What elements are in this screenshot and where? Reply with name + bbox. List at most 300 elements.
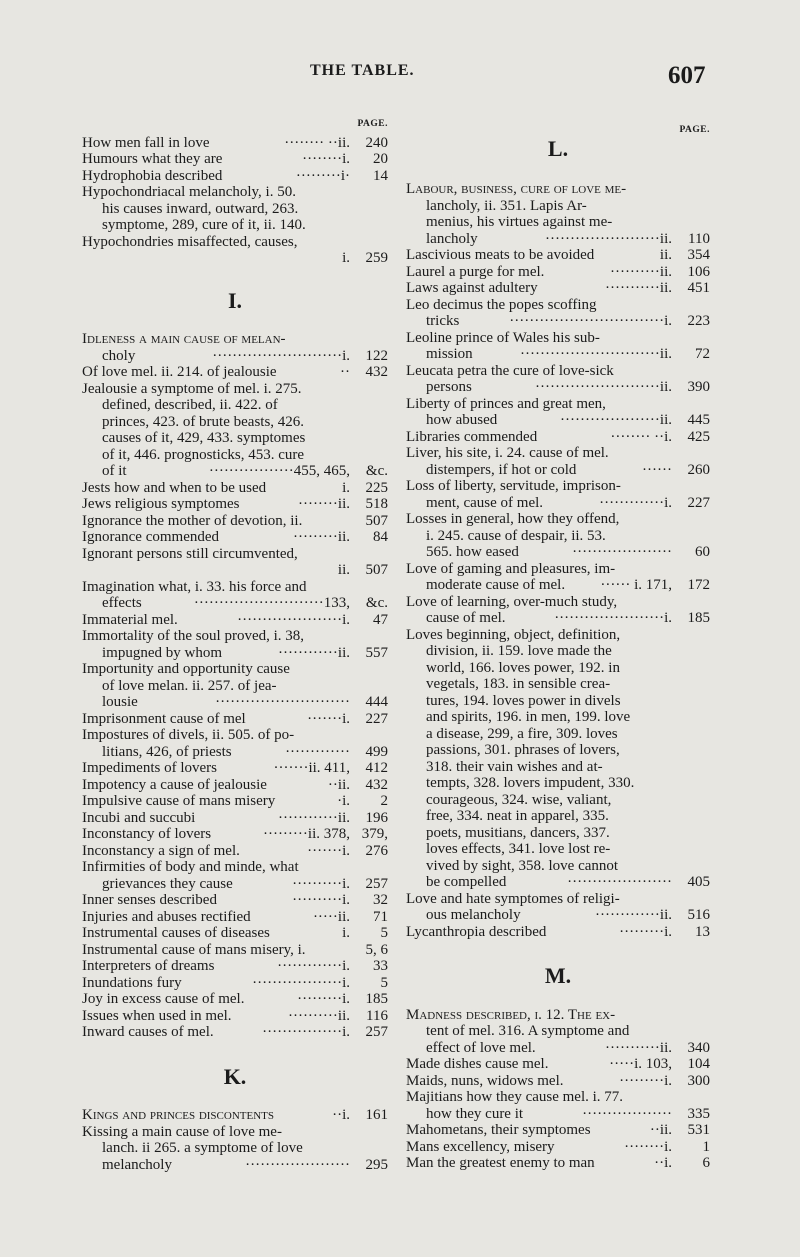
page-reference: 47 xyxy=(373,611,388,628)
index-entry xyxy=(406,1139,710,1156)
volume-reference: ··ii. xyxy=(649,1122,672,1138)
index-entry xyxy=(82,1124,388,1174)
entry-line xyxy=(406,1040,710,1057)
entry-text: Hydrophobia described xyxy=(82,167,223,184)
volume-reference: ·······················ii. xyxy=(545,230,672,247)
volume-reference: ·········i. xyxy=(297,991,350,1007)
page-reference: 84 xyxy=(373,529,388,545)
leader-space xyxy=(506,610,555,627)
leader-space xyxy=(459,313,509,330)
volume-reference: ·················· xyxy=(582,1105,672,1122)
volume-reference: i. xyxy=(342,479,350,496)
entry-line xyxy=(406,858,710,875)
entry-text: Man the greatest enemy to man xyxy=(406,1155,595,1171)
entry-text: Laurel a purge for mel. xyxy=(406,263,545,280)
entry-text: and spirits, 196. in men, 199. love xyxy=(426,709,631,725)
entry-line xyxy=(406,511,710,528)
entry-line xyxy=(406,594,710,611)
entry-text: litians, 426, of priests xyxy=(102,743,232,760)
entry-line xyxy=(82,579,388,596)
volume-reference: ·················455, 465, xyxy=(208,463,350,479)
page-reference: 185 xyxy=(365,991,388,1007)
index-entry xyxy=(82,843,388,860)
entry-text: Love of gaming and pleasures, im- xyxy=(406,560,616,577)
index-entry xyxy=(82,628,388,661)
page-reference: 432 xyxy=(365,364,388,380)
entry-text: Kissing a main cause of love me- xyxy=(82,1123,282,1140)
index-entry xyxy=(82,859,388,892)
entry-line xyxy=(406,379,710,396)
entry-text: division, ii. 159. love made the xyxy=(426,643,612,659)
leader-space xyxy=(538,280,605,297)
entry-line xyxy=(82,480,388,497)
leader-space xyxy=(102,250,342,267)
entry-text: Instrumental causes of diseases xyxy=(82,925,270,941)
index-entry xyxy=(82,331,388,364)
index-entry xyxy=(82,909,388,926)
page-reference: 335 xyxy=(687,1105,710,1122)
entry-text: free, 334. neat in apparel, 335. xyxy=(426,808,609,824)
page-reference: 295 xyxy=(365,1156,388,1173)
entry-line xyxy=(406,313,710,330)
entry-line xyxy=(82,958,388,975)
entry-line xyxy=(82,1140,388,1157)
entry-text: melancholy xyxy=(102,1156,172,1173)
page-reference: 5 xyxy=(380,974,388,991)
volume-reference: ···········ii. xyxy=(604,1039,672,1056)
entry-line xyxy=(82,793,388,810)
right-column xyxy=(406,122,710,1172)
entry-text: 318. their vain wishes and at- xyxy=(426,758,603,775)
entry-text: Of love mel. ii. 214. of jealousie xyxy=(82,364,277,380)
entry-line xyxy=(82,925,388,942)
volume-reference: ·· xyxy=(340,364,350,380)
entry-line xyxy=(406,198,710,215)
entry-text: cause of mel. xyxy=(426,610,506,626)
leader-space xyxy=(555,1139,625,1156)
volume-reference: ··i. xyxy=(332,1107,350,1123)
entry-line xyxy=(406,396,710,413)
page-reference: 6 xyxy=(702,1155,710,1171)
index-entry xyxy=(82,942,388,959)
page-reference: 122 xyxy=(365,347,388,364)
volume-reference: ·········ii. 378, xyxy=(262,826,350,842)
page-reference: 161 xyxy=(365,1107,388,1123)
entry-line xyxy=(82,628,388,645)
leader-space xyxy=(219,529,293,546)
leader-space xyxy=(478,231,545,248)
entry-text: how abused xyxy=(426,412,498,428)
page-column-label: PAGE. xyxy=(357,119,388,129)
leader-space xyxy=(232,744,285,761)
leader-space xyxy=(546,924,619,941)
entry-text: Immortality of the soul proved, i. 38, xyxy=(82,628,305,644)
entry-text: tent of mel. 316. A symptome and xyxy=(426,1023,630,1039)
entry-line xyxy=(82,546,388,563)
index-entry xyxy=(82,727,388,760)
entry-text: choly xyxy=(102,347,136,364)
volume-reference: ··ii. xyxy=(327,776,350,793)
entry-text: symptome, 289, cure of it, ii. 140. xyxy=(102,217,306,233)
entry-line xyxy=(406,891,710,908)
index-entry xyxy=(82,777,388,794)
entry-line xyxy=(82,562,388,579)
entry-line xyxy=(406,231,710,248)
page-reference: 1 xyxy=(702,1138,710,1155)
volume-reference: ·······i. xyxy=(307,842,350,859)
entry-text: passions, 301. phrases of lovers, xyxy=(426,742,620,758)
entry-line xyxy=(82,397,388,414)
entry-line xyxy=(406,1122,710,1139)
entry-line xyxy=(82,135,388,152)
entry-line xyxy=(82,1024,388,1041)
entry-text: world, 166. loves power, 192. in xyxy=(426,659,620,676)
entry-text: his causes inward, outward, 263. xyxy=(102,200,299,217)
entry-text: of it, 446. prognosticks, 453. cure xyxy=(102,446,305,463)
section-letter: K. xyxy=(223,1063,247,1089)
entry-line xyxy=(82,826,388,843)
volume-reference: i. xyxy=(342,925,350,941)
entry-text: Hypochondries misaffected, causes, xyxy=(82,233,298,250)
entry-line xyxy=(406,907,710,924)
entry-line xyxy=(406,363,710,380)
index-entry xyxy=(82,1107,388,1124)
leader-space xyxy=(274,1107,332,1124)
entry-text: Joy in excess cause of mel. xyxy=(82,991,245,1007)
entry-text: Ignorance the mother of devotion, ii. xyxy=(82,512,303,529)
entry-line xyxy=(82,661,388,678)
entry-text: Leoline prince of Wales his sub- xyxy=(406,329,600,346)
volume-reference: ·······ii. 411, xyxy=(273,760,350,776)
page-reference: 2 xyxy=(380,793,388,809)
left-column xyxy=(82,116,388,1173)
entry-line xyxy=(82,892,388,909)
entry-line xyxy=(82,1124,388,1141)
entry-line xyxy=(406,1139,710,1156)
index-entry xyxy=(82,711,388,728)
volume-reference: ··················i. xyxy=(252,974,350,991)
volume-reference: ······················i. xyxy=(554,610,672,626)
entry-text: Humours what they are xyxy=(82,151,223,167)
page-reference: 33 xyxy=(373,958,388,974)
leader-space xyxy=(222,168,295,185)
leader-space xyxy=(195,810,278,827)
page-reference: 172 xyxy=(687,577,710,593)
page-reference: 13 xyxy=(695,923,710,940)
volume-reference: ·············ii. xyxy=(594,907,672,923)
entry-line xyxy=(82,694,388,711)
entry-text: Inward causes of mel. xyxy=(82,1024,214,1040)
entry-text: loves effects, 341. love lost re- xyxy=(426,841,611,857)
page-reference: 240 xyxy=(365,134,388,151)
leader-space xyxy=(270,925,342,942)
index-entry xyxy=(406,429,710,446)
leader-space xyxy=(182,975,253,992)
leader-space xyxy=(233,876,292,893)
entry-line xyxy=(406,429,710,446)
leader-space xyxy=(222,645,278,662)
volume-reference: ··························i. xyxy=(212,347,350,364)
volume-reference: ········ ··i. xyxy=(610,428,672,445)
leader-space xyxy=(178,612,237,629)
volume-reference: ··························· xyxy=(215,694,350,710)
entry-line xyxy=(406,792,710,809)
entry-text: vived by sight, 358. love cannot xyxy=(426,857,619,874)
entry-line xyxy=(82,843,388,860)
entry-line xyxy=(406,577,710,594)
entry-text: lancholy xyxy=(426,230,478,247)
index-entry xyxy=(82,151,388,168)
entry-line xyxy=(82,217,388,234)
entry-text: poets, musitians, dancers, 337. xyxy=(426,824,610,841)
entry-line xyxy=(406,709,710,726)
entry-text: Hypochondriacal melancholy, i. 50. xyxy=(82,184,296,200)
entry-text: How men fall in love xyxy=(82,134,210,151)
entry-line xyxy=(406,1007,710,1024)
leader-space xyxy=(222,151,302,168)
page-reference: 185 xyxy=(687,610,710,626)
index-entry xyxy=(406,1155,710,1172)
page-reference: 379, xyxy=(361,826,388,842)
leader-space xyxy=(536,1040,605,1057)
entry-line xyxy=(82,381,388,398)
leader-space xyxy=(240,843,307,860)
entry-line xyxy=(82,496,388,513)
entry-text: Leucata petra the cure of love-sick xyxy=(406,362,614,379)
entry-text: i. 245. cause of despair, ii. 53. xyxy=(426,527,606,544)
entry-text: of love melan. ii. 257. of jea- xyxy=(102,677,277,694)
index-entry xyxy=(82,925,388,942)
section-letter: I. xyxy=(227,287,243,313)
volume-reference: ··i. xyxy=(654,1155,672,1171)
entry-line xyxy=(406,643,710,660)
entry-text: Loves beginning, object, definition, xyxy=(406,626,621,643)
entry-line xyxy=(406,693,710,710)
index-entry xyxy=(406,594,710,627)
entry-line xyxy=(406,1106,710,1123)
entry-line xyxy=(82,151,388,168)
index-entry xyxy=(82,234,388,267)
entry-line xyxy=(406,561,710,578)
entry-text: Jests how and when to be used xyxy=(82,479,267,496)
entry-text: Love of learning, over-much study, xyxy=(406,593,618,610)
entry-line xyxy=(406,1073,710,1090)
index-entry xyxy=(82,991,388,1008)
page-number: 607 xyxy=(668,62,706,89)
entry-line xyxy=(406,280,710,297)
leader-space xyxy=(240,496,298,513)
leader-space xyxy=(217,760,274,777)
entry-line xyxy=(406,676,710,693)
entry-text: tricks xyxy=(426,313,460,329)
volume-reference: ii. xyxy=(659,247,672,263)
entry-line xyxy=(406,445,710,462)
entry-text: Instrumental cause of mans misery, i. xyxy=(82,941,306,958)
volume-reference: ·······i. xyxy=(307,710,350,727)
entry-text: Losses in general, how they offend, xyxy=(406,511,620,527)
leader-space xyxy=(246,711,307,728)
entry-line xyxy=(82,1008,388,1025)
page-reference: 223 xyxy=(687,313,710,329)
entry-text: Love and hate symptomes of religi- xyxy=(406,890,620,907)
entry-line xyxy=(82,447,388,464)
leader-space xyxy=(214,1024,263,1041)
index-entry xyxy=(82,810,388,827)
entry-text: Ignorant persons still circumvented, xyxy=(82,545,298,562)
entry-line xyxy=(82,1157,388,1174)
volume-reference: ·························ii. xyxy=(535,379,672,395)
page-reference: 390 xyxy=(687,379,710,395)
page-column-label: PAGE. xyxy=(679,125,710,135)
page-reference: 451 xyxy=(687,280,710,296)
entry-text: effect of love mel. xyxy=(426,1039,536,1056)
leader-space xyxy=(544,264,610,281)
entry-text: tures, 194. loves power in divels xyxy=(426,692,621,709)
entry-text: tempts, 328. lovers impudent, 330. xyxy=(426,775,635,791)
page-reference: &c. xyxy=(365,463,388,479)
page-reference: 71 xyxy=(373,908,388,925)
volume-reference: ················i. xyxy=(262,1024,350,1040)
entry-line xyxy=(406,297,710,314)
entry-text: menius, his virtues against me- xyxy=(426,214,613,230)
entry-line xyxy=(82,529,388,546)
index-entry xyxy=(82,1024,388,1041)
leader-space xyxy=(543,495,599,512)
entry-text: Idleness a main cause of melan- xyxy=(82,331,286,347)
entry-line xyxy=(82,463,388,480)
leader-space xyxy=(506,874,567,891)
leader-space xyxy=(473,346,520,363)
entry-line xyxy=(82,364,388,381)
page-reference: 531 xyxy=(687,1122,710,1138)
entry-line xyxy=(406,214,710,231)
page-reference: 106 xyxy=(687,263,710,280)
right-entries xyxy=(406,135,710,1172)
entry-text: distempers, if hot or cold xyxy=(426,461,577,478)
entry-line xyxy=(406,1023,710,1040)
index-entry xyxy=(406,1056,710,1073)
leader-space xyxy=(302,513,350,530)
entry-text: Liberty of princes and great men, xyxy=(406,395,606,412)
entry-text: Mahometans, their symptomes xyxy=(406,1122,591,1138)
entry-text: ous melancholy xyxy=(426,907,521,923)
leader-space xyxy=(277,364,340,381)
left-entries xyxy=(82,135,388,1174)
section-letter: M. xyxy=(544,963,572,988)
page-reference: 20 xyxy=(373,151,388,167)
entry-line xyxy=(82,727,388,744)
leader-space xyxy=(135,348,212,365)
entry-line xyxy=(82,760,388,777)
index-entry xyxy=(82,513,388,530)
entry-text: princes, 423. of brute beasts, 426. xyxy=(102,413,305,430)
page-reference: 412 xyxy=(365,760,388,776)
leader-space xyxy=(251,909,313,926)
entry-text: Jews religious symptomes xyxy=(82,496,240,512)
entry-text: Liver, his site, i. 24. cause of mel. xyxy=(406,445,609,461)
page-reference: 444 xyxy=(365,694,388,710)
entry-line xyxy=(82,744,388,761)
page-reference: 116 xyxy=(366,1007,388,1024)
entry-text: Madness described, i. 12. The ex- xyxy=(406,1006,616,1023)
entry-line xyxy=(406,726,710,743)
index-entry xyxy=(406,891,710,924)
index-entry xyxy=(406,247,710,264)
leader-space xyxy=(576,462,642,479)
volume-reference: ·····················i. xyxy=(237,611,350,628)
entry-text: Interpreters of dreams xyxy=(82,958,215,974)
index-entry xyxy=(82,546,388,579)
leader-space xyxy=(523,1106,582,1123)
page-reference: 499 xyxy=(365,743,388,760)
index-entry xyxy=(406,264,710,281)
entry-line xyxy=(406,627,710,644)
entry-line xyxy=(82,168,388,185)
entry-text: Issues when used in mel. xyxy=(82,1007,232,1024)
index-entry xyxy=(406,478,710,511)
index-entry xyxy=(82,135,388,152)
volume-reference: ········i. xyxy=(624,1138,672,1155)
entry-text: Loss of liberty, servitude, imprison- xyxy=(406,478,621,494)
entry-text: Ignorance commended xyxy=(82,529,220,545)
entry-text: Inner senses described xyxy=(82,892,217,908)
entry-text: Laws against adultery xyxy=(406,280,538,296)
page-reference: 196 xyxy=(365,809,388,826)
leader-space xyxy=(209,135,284,152)
index-entry xyxy=(406,627,710,891)
page-reference: 425 xyxy=(687,428,710,445)
entry-text: courageous, 324. wise, valiant, xyxy=(426,791,612,808)
index-entry xyxy=(406,924,710,941)
entry-text: Labour, business, cure of love me- xyxy=(406,181,627,197)
entry-line xyxy=(82,678,388,695)
page-reference: 14 xyxy=(373,167,388,184)
entry-text: of it xyxy=(102,463,127,479)
index-entry xyxy=(82,760,388,777)
page-reference: 518 xyxy=(365,496,388,512)
entry-line xyxy=(406,330,710,347)
leader-space xyxy=(211,826,263,843)
entry-line xyxy=(82,430,388,447)
index-entry xyxy=(82,612,388,629)
entry-line xyxy=(82,414,388,431)
entry-line xyxy=(82,975,388,992)
leader-space xyxy=(244,991,297,1008)
page-reference: 300 xyxy=(687,1072,710,1089)
page-reference: 104 xyxy=(687,1056,710,1072)
leader-space xyxy=(594,247,660,264)
index-entry xyxy=(406,181,710,247)
volume-reference: ······ xyxy=(642,461,672,478)
volume-reference: ····················· xyxy=(245,1156,350,1173)
entry-text: Impostures of divels, ii. 505. of po- xyxy=(82,727,295,743)
index-entry xyxy=(406,1073,710,1090)
leader-space xyxy=(306,942,350,959)
volume-reference: ········ii. xyxy=(297,496,350,512)
index-entry xyxy=(82,826,388,843)
leader-space xyxy=(214,958,277,975)
leader-space xyxy=(232,1008,288,1025)
entry-text: Infirmities of body and minde, what xyxy=(82,859,299,875)
page-reference: 60 xyxy=(695,544,710,560)
entry-line xyxy=(82,711,388,728)
page-reference: 257 xyxy=(365,875,388,892)
index-entry xyxy=(406,297,710,330)
page-reference: 405 xyxy=(687,874,710,890)
entry-line xyxy=(406,181,710,198)
page-reference: 227 xyxy=(687,494,710,511)
index-entry xyxy=(406,280,710,297)
